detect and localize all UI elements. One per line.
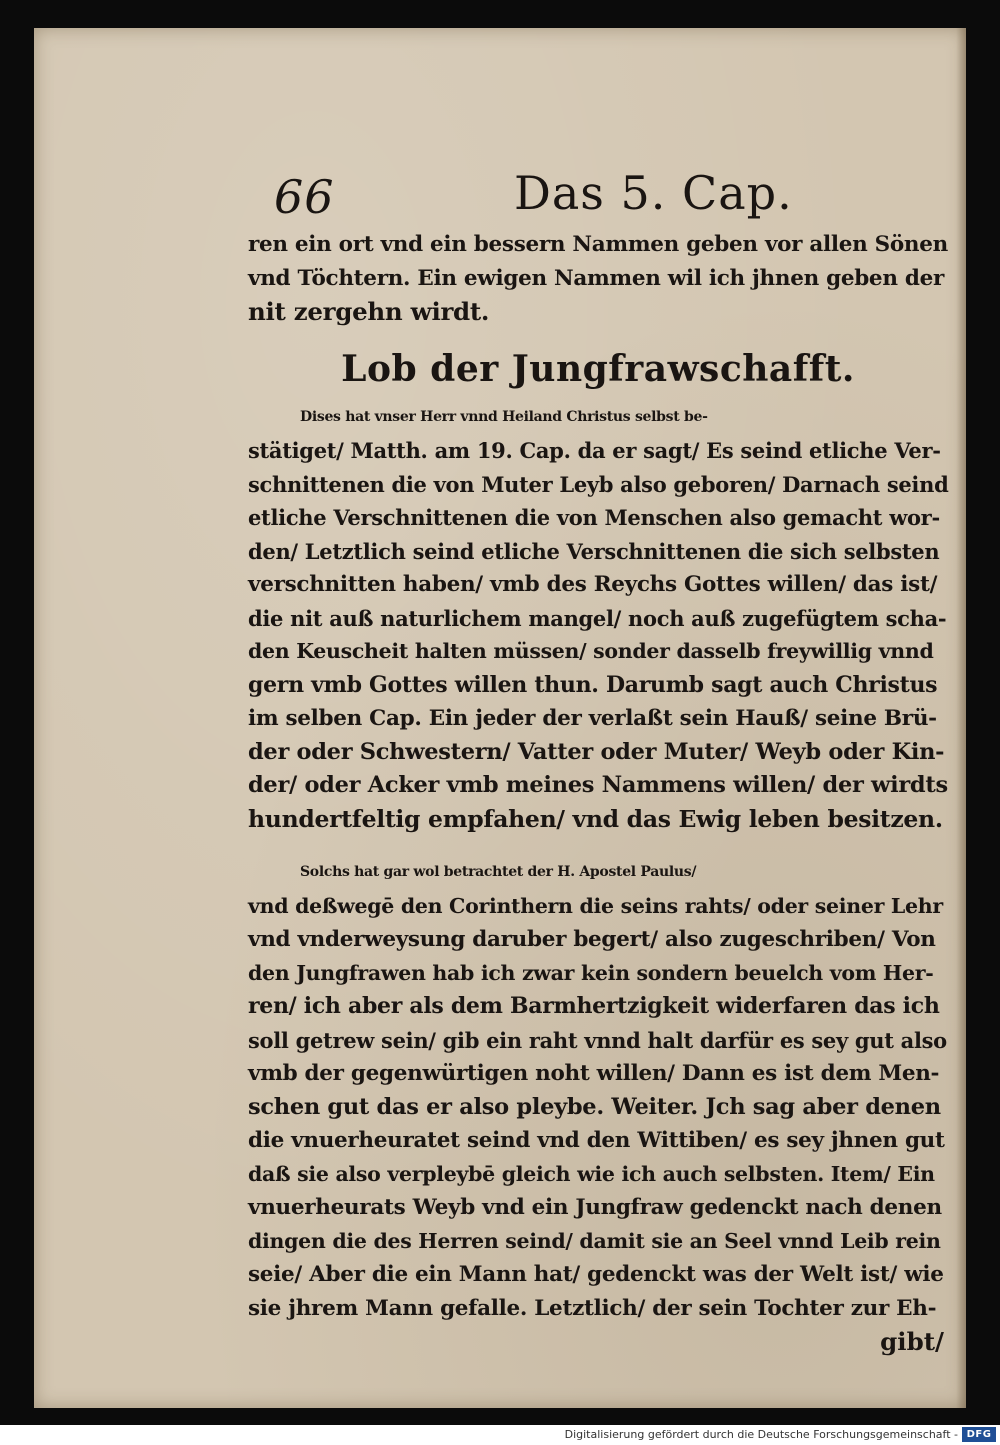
text-line: vnd Töchtern. Ein ewigen Nammen wil ich jhnen geben der xyxy=(248,265,944,291)
running-head xyxy=(248,156,948,228)
page-number: 66 xyxy=(274,170,335,224)
paragraph-1 xyxy=(248,401,948,837)
text-line: vnd deßwegē den Corinthern die seins rahts/ oder seiner Lehr xyxy=(248,893,943,918)
text-line: schnittenen die von Muter Leyb also geboren/ Darnach seind xyxy=(248,471,949,497)
catchword: gibt/ xyxy=(880,1327,944,1356)
text-line: vnd vnderweysung daruber begert/ also zugeschriben/ Von xyxy=(248,927,936,952)
text-line: ren ein ort vnd ein bessern Nammen geben vor allen Sönen xyxy=(248,232,948,257)
text-line: stätiget/ Matth. am 19. Cap. da er sagt/ Es seind etliche Ver- xyxy=(248,438,941,463)
text-line: die vnuerheuratet seind vnd den Wittiben/ es sey jhnen gut xyxy=(248,1128,945,1153)
text-line: gern vmb Gottes willen thun. Darumb sagt auch Christus xyxy=(248,671,938,698)
book-page xyxy=(34,28,966,1408)
intro-lines xyxy=(248,228,948,329)
text-line: vmb der gegenwürtigen noht willen/ Dann es ist dem Men- xyxy=(248,1061,940,1086)
text-line: den Keuscheit halten müssen/ sonder dasselb freywillig vnnd xyxy=(248,639,934,663)
text-line: ren/ ich aber als dem Barmhertzigkeit widerfaren das ich xyxy=(248,993,940,1019)
text-line: im selben Cap. Ein jeder der verlaßt sein Hauß/ seine Brü- xyxy=(248,706,937,731)
text-line: hundertfeltig empfahen/ vnd das Ewig leben besitzen. xyxy=(248,804,943,833)
text-line: den Jungfrawen hab ich zwar kein sondern beuelch vom Her- xyxy=(248,960,934,985)
text-line: schen gut das er also pleybe. Weiter. Jch sag aber denen xyxy=(248,1093,941,1120)
text-line: den/ Letztlich seind etliche Verschnittenen die sich selbsten xyxy=(248,538,940,564)
text-line: die nit auß naturlichem mangel/ noch auß zugefügtem scha- xyxy=(248,605,947,631)
section-heading: Lob der Jungfrawschafft. xyxy=(341,347,855,390)
footer-credit: Digitalisierung gefördert durch die Deutsche Forschungsgemeinschaft - xyxy=(564,1428,958,1441)
paragraph-2 xyxy=(248,856,948,1325)
text-line: daß sie also verpleybē gleich wie ich auch selbsten. Item/ Ein xyxy=(248,1161,935,1186)
text-line: der/ oder Acker vmb meines Nammens willen/ der wirdts xyxy=(248,772,948,798)
text-line: Solchs hat gar wol betrachtet der H. Apostel Paulus/ xyxy=(300,864,697,880)
text-line: der oder Schwestern/ Vatter oder Muter/ Weyb oder Kin- xyxy=(248,738,945,765)
text-line: etliche Verschnittenen die von Menschen also gemacht wor- xyxy=(248,505,940,530)
text-line: seie/ Aber die ein Mann hat/ gedenckt was der Welt ist/ wie xyxy=(248,1262,944,1287)
text-line: verschnitten haben/ vmb des Reychs Gottes willen/ das ist/ xyxy=(248,572,938,597)
text-line: dingen die des Herren seind/ damit sie an Seel vnnd Leib rein xyxy=(248,1228,941,1253)
text-block xyxy=(248,156,948,1359)
text-line: Dises hat vnser Herr vnnd Heiland Christus selbst be- xyxy=(300,408,708,425)
text-line: sie jhrem Mann gefalle. Letztlich/ der sein Tochter zur Eh- xyxy=(248,1295,937,1321)
chapter-title: Das 5. Cap. xyxy=(514,166,793,220)
footer-strip xyxy=(0,1425,1000,1445)
page-edge-shadow xyxy=(956,28,966,1408)
text-line: soll getrew sein/ gib ein raht vnnd halt darfür es sey gut also xyxy=(248,1027,947,1053)
dfg-logo: DFG xyxy=(962,1427,996,1442)
text-line: vnuerheurats Weyb vnd ein Jungfraw gedenckt nach denen xyxy=(248,1195,942,1220)
text-line: nit zergehn wirdt. xyxy=(248,297,490,326)
